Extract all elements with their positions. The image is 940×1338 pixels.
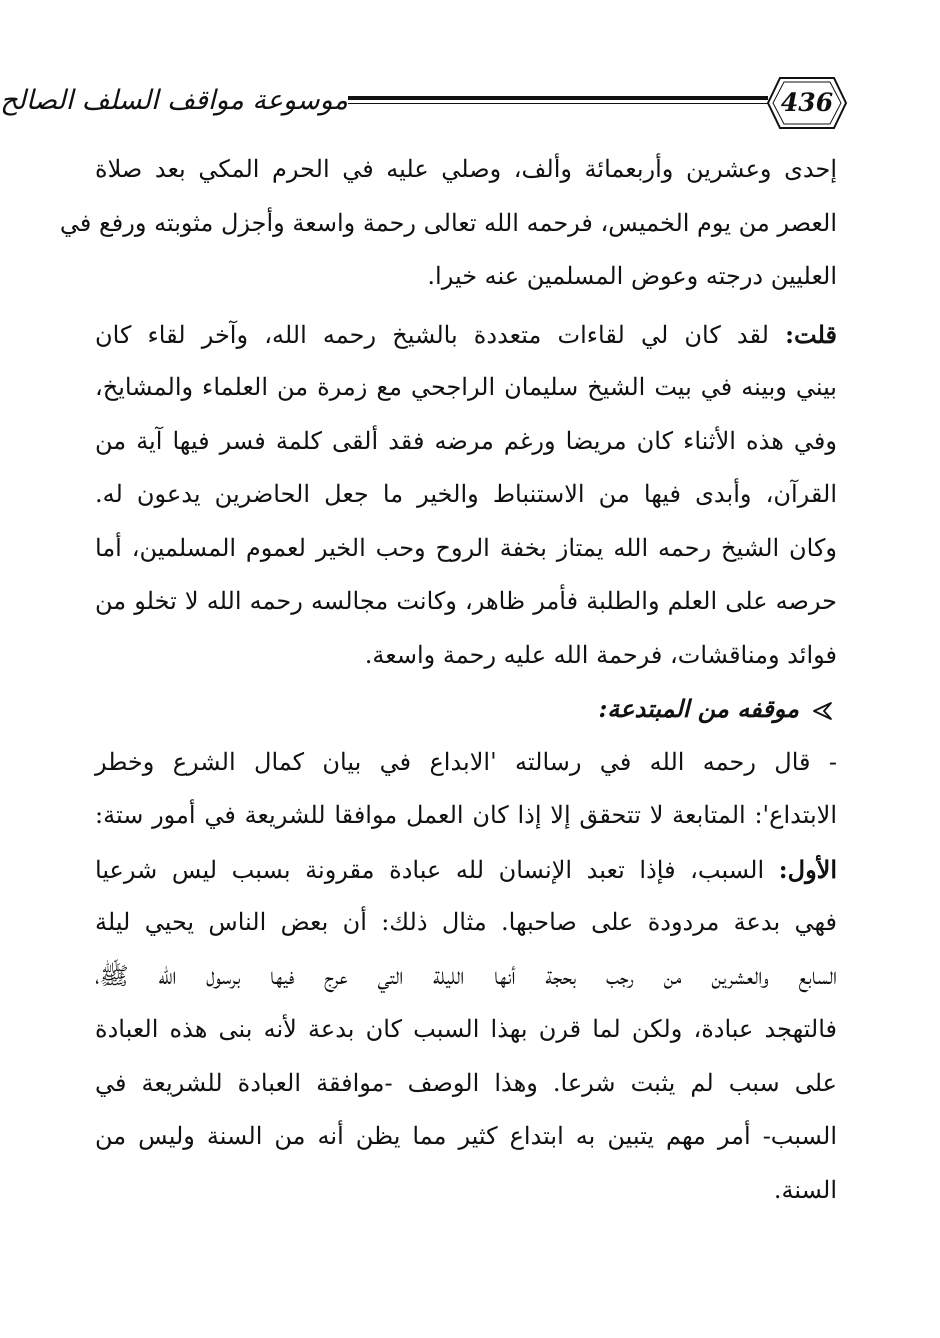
text-line: فالتهجد عبادة، ولكن لما قرن بهذا السبب كان بدعة لأنه بنى هذه العبادة bbox=[95, 1015, 837, 1043]
text-line-content: لقد كان لي لقاءات متعددة بالشيخ رحمه الله، وآخر لقاء كان bbox=[95, 320, 769, 349]
book-title: موسوعة مواقف السلف الصالح bbox=[0, 85, 348, 116]
paragraph-lead: الأول: bbox=[778, 854, 838, 884]
text-line bbox=[95, 843, 837, 897]
text-line: العصر من يوم الخميس، فرحمه الله تعالى رحمة واسعة وأجزل مثوبته ورفع في bbox=[59, 208, 837, 237]
text-line: وكان الشيخ رحمه الله يمتاز بخفة الروح وحب الخير لعموم المسلمين، أما bbox=[95, 533, 837, 562]
text-line: إحدى وعشرين وأربعمائة وألف، وصلي عليه في الحرم المكي بعد صلاة bbox=[95, 155, 837, 183]
text-line: وفي هذه الأثناء كان مريضا ورغم مرضه فقد ألقى كلمة فسر فيها آية من bbox=[95, 426, 837, 455]
page-header bbox=[0, 70, 848, 140]
paragraph-1 bbox=[59, 143, 837, 304]
section-heading bbox=[95, 682, 837, 736]
body-text bbox=[59, 143, 838, 1217]
text-line: حرصه على العلم والطلبة فأمر ظاهر، وكانت مجالسه رحمه الله لا تخلو من bbox=[95, 587, 837, 615]
paragraph-3 bbox=[95, 736, 837, 843]
paragraph-4 bbox=[95, 843, 837, 1218]
paragraph-lead: قلت: bbox=[785, 319, 837, 349]
arrowhead-icon bbox=[811, 701, 833, 721]
section-heading-text: موقفه من المبتدعة: bbox=[598, 694, 799, 723]
text-line: القرآن، وأبدى فيها من الاستنباط والخير ما جعل الحاضرين يدعون له. bbox=[95, 480, 837, 508]
text-line: السابع والعشرين من رجب بحجة أنها الليلة التي عرج فيها برسول الله ﷺ، bbox=[95, 961, 837, 990]
text-line: السبب- أمر مهم يتبين به ابتداع كثير مما يظن أنه من السنة وليس من bbox=[95, 1122, 837, 1150]
text-line: العليين درجته وعوض المسلمين عنه خيرا. bbox=[427, 262, 837, 290]
page-number-badge bbox=[766, 74, 848, 132]
text-line: على سبب لم يثبت شرعا. وهذا الوصف -موافقة العبادة للشريعة في bbox=[95, 1068, 837, 1097]
text-line: - قال رحمه الله في رسالته 'الابداع في بيان كمال الشرع وخطر bbox=[95, 747, 837, 776]
text-line: الابتداع': المتابعة لا تتحقق إلا إذا كان العمل موافقا للشريعة في أمور ستة: bbox=[95, 801, 837, 829]
text-line: فوائد ومناقشات، فرحمة الله عليه رحمة واسعة. bbox=[364, 640, 837, 669]
page-number: 436 bbox=[780, 88, 834, 117]
text-line: بيني وبينه في بيت الشيخ سليمان الراجحي مع زمرة من العلماء والمشايخ، bbox=[95, 373, 837, 401]
paragraph-2 bbox=[95, 308, 837, 683]
text-line: السنة. bbox=[773, 1175, 837, 1204]
text-line: فهي بدعة مردودة على صاحبها. مثال ذلك: أن بعض الناس يحيي ليلة bbox=[95, 908, 837, 936]
text-line-content: السبب، فإذا تعبد الإنسان لله عبادة مقرونة بسبب ليس شرعيا bbox=[95, 855, 765, 884]
text-line bbox=[95, 308, 837, 362]
header-rule bbox=[348, 96, 768, 104]
